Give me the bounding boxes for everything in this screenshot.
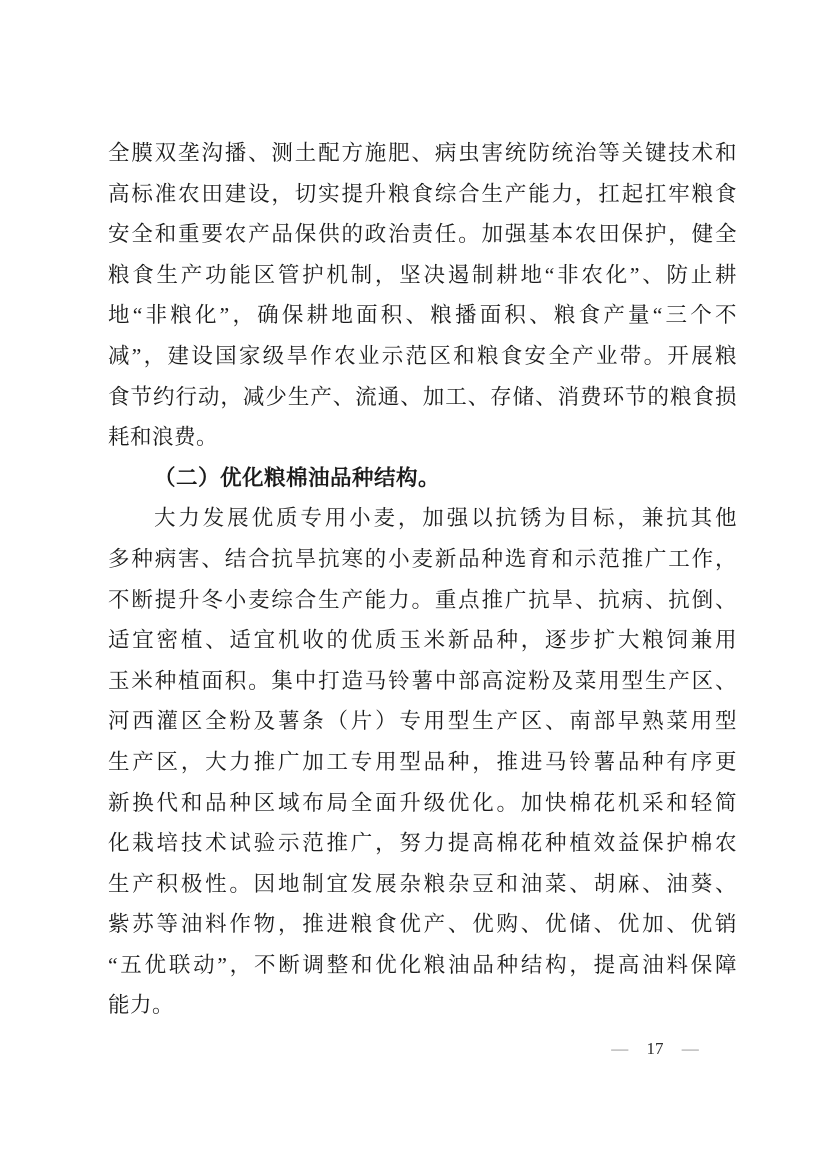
text-line: 大力发展优质专用小麦，加强以抗锈为目标，兼抗其他	[154, 506, 737, 531]
document-body	[108, 133, 737, 1026]
text-line: “五优联动”，不断调整和优化粮油品种结构，提高油料保障	[108, 952, 737, 977]
footer-dash-left: —	[611, 1039, 629, 1058]
text-line: 多种病害、结合抗旱抗寒的小麦新品种选育和示范推广工作，	[108, 546, 737, 571]
text-line: 高标准农田建设，切实提升粮食综合生产能力，扛起扛牢粮食	[108, 181, 737, 206]
text-line: 化栽培技术试验示范推广，努力提高棉花种植效益保护棉农	[108, 831, 737, 856]
text-line: 全膜双垄沟播、测土配方施肥、病虫害统防统治等关键技术和	[108, 141, 737, 165]
text-line: 安全和重要农产品保供的政治责任。加强基本农田保护，健全	[108, 222, 737, 247]
text-line: 紫苏等油料作物，推进粮食优产、优购、优储、优加、优销	[108, 912, 737, 937]
text-line: 地“非粮化”，确保耕地面积、粮播面积、粮食产量“三个不	[108, 303, 737, 328]
page-number-footer	[565, 1036, 745, 1062]
text-line: 能力。	[108, 993, 175, 1018]
text-line: 粮食生产功能区管护机制，坚决遏制耕地“非农化”、防止耕	[108, 262, 737, 287]
footer-dash-right: —	[681, 1039, 699, 1058]
text-line: 食节约行动，减少生产、流通、加工、存储、消费环节的粮食损	[108, 384, 737, 409]
text-line: 生产积极性。因地制宜发展杂粮杂豆和油菜、胡麻、油葵、	[108, 871, 737, 896]
text-line: 适宜密植、适宜机收的优质玉米新品种，逐步扩大粮饲兼用	[108, 628, 737, 653]
text-line: 河西灌区全粉及薯条（片）专用型生产区、南部早熟菜用型	[108, 709, 737, 734]
page-number: 17	[646, 1039, 664, 1058]
text-line: 新换代和品种区域布局全面升级优化。加快棉花机采和轻简	[108, 790, 737, 815]
text-line: 不断提升冬小麦综合生产能力。重点推广抗旱、抗病、抗倒、	[108, 587, 737, 612]
text-line: 耗和浪费。	[108, 425, 219, 450]
text-line: 生产区，大力推广加工专用型品种，推进马铃薯品种有序更	[108, 749, 737, 774]
text-line: 玉米种植面积。集中打造马铃薯中部高淀粉及菜用型生产区、	[108, 668, 737, 693]
text-line: 减”，建设国家级旱作农业示范区和粮食安全产业带。开展粮	[108, 343, 737, 368]
section-heading: （二）优化粮棉油品种结构。	[154, 465, 441, 490]
